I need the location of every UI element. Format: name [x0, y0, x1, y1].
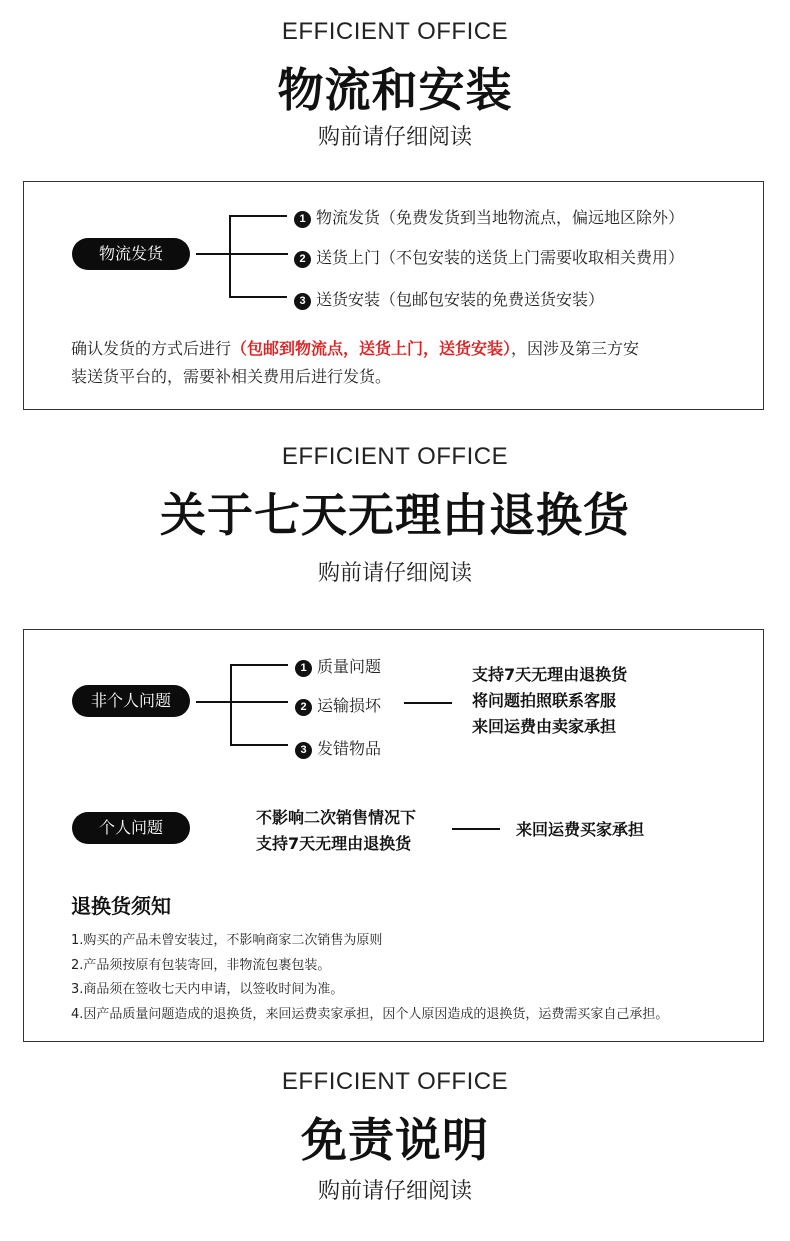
- connector-line: [230, 744, 288, 746]
- connector-line: [229, 296, 287, 298]
- non-personal-pill: 非个人问题: [72, 685, 190, 717]
- connector-line: [404, 702, 452, 704]
- connector-line: [196, 253, 288, 255]
- result-line: 支持7天无理由退换货: [472, 665, 628, 684]
- notes-title: 退换货须知: [71, 894, 171, 918]
- logistics-pill: 物流发货: [72, 238, 190, 270]
- connector-line: [230, 664, 232, 746]
- connector-line: [230, 664, 288, 666]
- note-item: 1.购买的产品未曾安装过，不影响商家二次销售为原则: [71, 933, 383, 948]
- issue-option-1: [295, 654, 381, 677]
- note-item: 3.商品须在签收七天内申请，以签收时间为准。: [71, 982, 344, 997]
- option-label: 送货上门（不包安装的送货上门需要收取相关费用）: [316, 248, 685, 267]
- para-text: 装送货平台的，需要补相关费用后进行发货。: [71, 367, 392, 386]
- result-line: 来回运费由卖家承担: [472, 717, 617, 736]
- personal-pill: 个人问题: [72, 812, 190, 844]
- connector-line: [229, 215, 287, 217]
- personal-result: 来回运费买家承担: [516, 820, 645, 839]
- condition-line: 支持7天无理由退换货: [256, 834, 412, 853]
- number-1-icon: 1: [294, 211, 311, 228]
- non-personal-result: [472, 662, 627, 740]
- connector-line: [452, 828, 500, 830]
- logistics-paragraph: [71, 335, 751, 391]
- number-1-icon: 1: [295, 660, 312, 677]
- issue-option-2: [295, 693, 381, 716]
- section1-title: 物流和安装: [277, 63, 513, 117]
- para-text: 确认发货的方式后进行: [71, 339, 232, 358]
- issue-option-3: [295, 736, 381, 759]
- option-label: 物流发货（免费发货到当地物流点，偏远地区除外）: [316, 208, 685, 227]
- para-text: ，因涉及第三方安: [511, 339, 640, 358]
- number-3-icon: 3: [294, 293, 311, 310]
- para-highlight: （包邮到物流点，送货上门，送货安装）: [231, 339, 512, 358]
- logistics-option-1: [294, 205, 684, 228]
- section2-subtitle: 购前请仔细阅读: [317, 561, 472, 586]
- result-line: 将问题拍照联系客服: [472, 691, 617, 710]
- section2-title: 关于七天无理由退换货: [160, 488, 630, 542]
- section1-en-title: EFFICIENT OFFICE: [281, 18, 509, 45]
- section3-en-title: EFFICIENT OFFICE: [281, 1068, 509, 1095]
- number-2-icon: 2: [295, 699, 312, 716]
- section1-subtitle: 购前请仔细阅读: [317, 125, 472, 150]
- connector-line: [229, 215, 231, 297]
- condition-line: 不影响二次销售情况下: [256, 808, 417, 827]
- logistics-option-3: [294, 287, 604, 310]
- issue-label: 运输损坏: [317, 696, 382, 715]
- option-label: 送货安装（包邮包安装的免费送货安装）: [316, 290, 605, 309]
- connector-line: [196, 701, 288, 703]
- number-2-icon: 2: [294, 251, 311, 268]
- personal-condition: [256, 805, 416, 857]
- issue-label: 发错物品: [317, 739, 382, 758]
- note-item: 4.因产品质量问题造成的退换货，来回运费卖家承担，因个人原因造成的退换货，运费需买家自己承担。: [71, 1007, 669, 1022]
- section3-title: 免责说明: [301, 1113, 489, 1167]
- note-item: 2.产品须按原有包装寄回，非物流包裹包装。: [71, 958, 331, 973]
- logistics-option-2: [294, 245, 684, 268]
- section2-en-title: EFFICIENT OFFICE: [281, 443, 509, 470]
- issue-label: 质量问题: [317, 657, 382, 676]
- number-3-icon: 3: [295, 742, 312, 759]
- section3-subtitle: 购前请仔细阅读: [317, 1179, 472, 1204]
